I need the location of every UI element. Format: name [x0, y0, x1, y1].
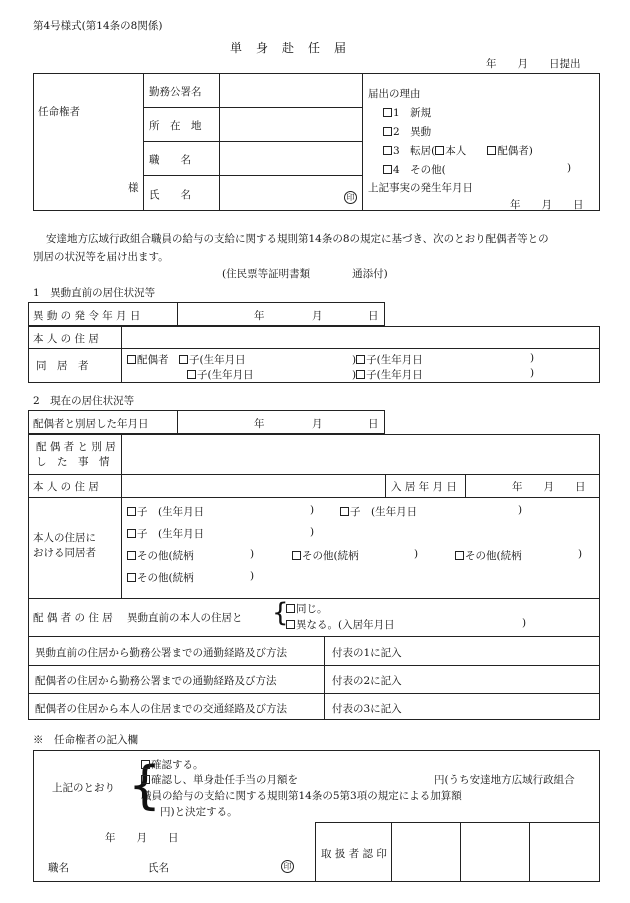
move-in-label: 入 居 年 月 日 — [391, 481, 457, 493]
s1-child-1-checkbox[interactable] — [179, 355, 188, 364]
section-1-title: 1 異動直前の居住状況等 — [33, 287, 156, 299]
office-field[interactable] — [222, 78, 360, 105]
handler-seal-box-3[interactable] — [531, 824, 598, 880]
reason-3-checkbox[interactable] — [383, 146, 392, 155]
separation-reason-label-2: し た 事 情 — [36, 456, 110, 468]
position-label: 職 名 — [149, 154, 191, 166]
route-row-2-label: 配偶者の住居から勤務公署までの通勤経路及び方法 — [35, 675, 277, 687]
reason-title: 届出の理由 — [368, 88, 421, 100]
name-label: 氏 名 — [149, 189, 191, 201]
s1-child-2-checkbox[interactable] — [356, 355, 365, 364]
confirm-amount-checkbox[interactable] — [141, 775, 150, 784]
form-number: 第4号様式(第14条の8関係) — [33, 20, 163, 32]
route-row-1-label: 異動直前の住居から勤務公署までの通勤経路及び方法 — [35, 647, 287, 659]
handler-seal-box-2[interactable] — [462, 824, 528, 880]
separation-date-label: 配偶者と別居した年月日 — [33, 418, 149, 430]
s1-child-3-checkbox[interactable] — [187, 370, 196, 379]
seal-mark: 印 — [344, 191, 357, 204]
s2-cohab-label-1: 本人の住居に — [33, 532, 96, 544]
attachment-note: (住民票等証明書類 通添付) — [222, 268, 388, 280]
s1-spouse-checkbox[interactable] — [127, 355, 136, 364]
brace-icon-2: { — [128, 756, 162, 816]
separation-reason-field[interactable] — [125, 438, 595, 471]
occurrence-date: 年 月 日 — [510, 199, 584, 211]
separation-reason-label-1: 配 偶 者 と 別 居 — [36, 441, 116, 453]
s2-other-4-checkbox[interactable] — [127, 573, 136, 582]
s2-self-address-label: 本 人 の 住 居 — [33, 481, 99, 493]
reason-1-checkbox[interactable] — [383, 108, 392, 117]
reason-2-checkbox[interactable] — [383, 127, 392, 136]
intro-line-2: 別居の状況等を届け出ます。 — [33, 251, 169, 263]
s2-other-3-checkbox[interactable] — [455, 551, 464, 560]
appointer-label: 任命権者 — [38, 106, 80, 118]
handler-seal-label: 取 扱 者 認 印 — [321, 848, 387, 860]
spouse-address-label: 配 偶 者 の 住 居 — [33, 612, 113, 624]
confirm-checkbox[interactable] — [141, 760, 150, 769]
route-row-3-value: 付表の3に記入 — [332, 703, 402, 715]
s1-child-4-checkbox[interactable] — [356, 370, 365, 379]
handler-seal-box-1[interactable] — [393, 824, 459, 880]
s2-child-3-checkbox[interactable] — [127, 529, 136, 538]
reason-4-checkbox[interactable] — [383, 165, 392, 174]
job-label: 職名 — [48, 862, 69, 874]
name-field[interactable] — [222, 180, 340, 207]
address-label: 所 在 地 — [149, 120, 202, 132]
s2-child-2-checkbox[interactable] — [340, 507, 349, 516]
s2-other-2-checkbox[interactable] — [292, 551, 301, 560]
occurrence-label: 上記事実の発生年月日 — [368, 182, 473, 194]
position-field[interactable] — [222, 146, 360, 173]
address-field[interactable] — [222, 112, 360, 139]
section-3-title: ※ 任命権者の記入欄 — [33, 734, 138, 746]
reason-3-self-checkbox[interactable] — [435, 146, 444, 155]
s2-child-1-checkbox[interactable] — [127, 507, 136, 516]
move-in-date: 年 月 日 — [512, 481, 586, 493]
s2-other-1-checkbox[interactable] — [127, 551, 136, 560]
sama-label: 様 — [128, 182, 139, 194]
same-checkbox[interactable] — [286, 604, 295, 613]
route-row-2-value: 付表の2に記入 — [332, 675, 402, 687]
route-row-3-label: 配偶者の住居から本人の住居までの交通経路及び方法 — [35, 703, 287, 715]
office-label: 勤務公署名 — [149, 86, 202, 98]
prev-address-label: 異動直前の本人の住居と — [127, 612, 243, 624]
submit-date: 年 月 日提出 — [486, 58, 581, 70]
section-2-title: 2 現在の居住状況等 — [33, 395, 135, 407]
s1-self-address-label: 本 人 の 住 居 — [33, 333, 99, 345]
decision-date: 年 月 日 — [105, 832, 179, 844]
reason-3-spouse-checkbox[interactable] — [487, 146, 496, 155]
official-seal-mark: 印 — [281, 860, 294, 873]
order-date-label: 異 動 の 発 令 年 月 日 — [33, 310, 141, 322]
brace-icon: { — [272, 598, 289, 628]
s1-cohabitants-label: 同 居 者 — [36, 360, 89, 372]
official-name-label: 氏名 — [148, 862, 169, 874]
different-checkbox[interactable] — [286, 620, 295, 629]
route-row-1-value: 付表の1に記入 — [332, 647, 402, 659]
intro-line-1: 安達地方広域行政組合職員の給与の支給に関する規則第14条の8の規定に基づき、次のとおり配偶者等との — [46, 233, 549, 245]
as-above-label: 上記のとおり — [52, 782, 115, 794]
page-title: 単 身 赴 任 届 — [230, 41, 348, 55]
s2-cohab-label-2: おける同居者 — [33, 547, 96, 559]
